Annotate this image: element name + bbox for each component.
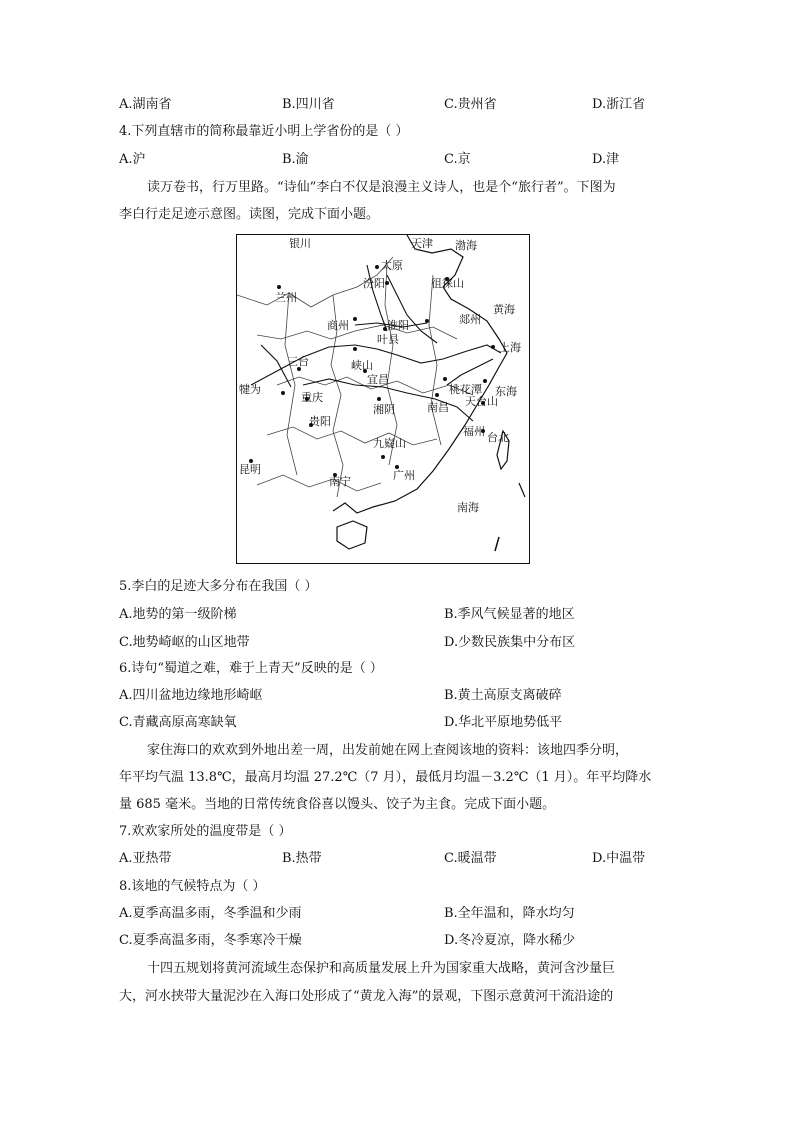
libai-intro-line1: 读万卷书，行万里路。“诗仙”李白不仅是浪漫主义诗人，也是个“旅行者”。下图为: [147, 180, 616, 195]
q4-stem: 4.下列直辖市的简称最靠近小明上学省份的是（ ）: [119, 124, 409, 139]
map-label: 上海: [499, 341, 521, 354]
map-label: 广州: [393, 469, 415, 482]
q6-option-c: C.青藏高原高寒缺氧: [119, 715, 237, 730]
map-label: 叶县: [377, 333, 399, 346]
map-label: 宜昌: [367, 373, 389, 386]
map-label: 南海: [457, 501, 479, 514]
map-label: 峡山: [351, 359, 373, 372]
q6-stem: 6.诗句“蜀道之难，难于上青天”反映的是（ ）: [119, 661, 383, 676]
q4-option-b: B.渝: [282, 152, 309, 167]
south-sea-mark-3: [495, 537, 499, 551]
q4-option-a: A.沪: [119, 152, 146, 167]
q8-option-a: A.夏季高温多雨，冬季温和少雨: [119, 906, 302, 921]
map-label: 太原: [381, 259, 403, 272]
q6-option-b: B.黄土高原支离破碎: [444, 688, 562, 703]
map-label: 南宁: [329, 475, 351, 488]
q7-option-c: C.暖温带: [444, 851, 497, 866]
q8-option-d: D.冬冷夏凉，降水稀少: [444, 933, 576, 948]
map-label: 昆明: [239, 463, 261, 476]
haikou-intro-line2: 年平均气温 13.8℃，最高月均温 27.2℃（7 月），最低月均温－3.2℃（1 月）。年平均降水: [119, 770, 652, 785]
map-label: 淮阳: [387, 319, 409, 332]
map-label: 商州: [327, 319, 349, 332]
map-label: 南昌: [427, 401, 449, 414]
map-label: 九嶷山: [373, 437, 406, 450]
map-label: 三台: [287, 355, 309, 368]
q7-option-a: A.亚热带: [119, 851, 172, 866]
haikou-intro-line3: 量 685 毫米。当地的日常传统食俗喜以馒头、饺子为主食。完成下面小题。: [119, 797, 556, 812]
map-label: 东海: [495, 385, 517, 398]
q5-option-a: A.地势的第一级阶梯: [119, 607, 237, 622]
q4-option-d: D.津: [592, 152, 620, 167]
map-label: 贵阳: [309, 415, 331, 428]
q5-option-d: D.少数民族集中分布区: [444, 635, 576, 650]
q5-option-c: C.地势崎岖的山区地带: [119, 635, 250, 650]
hainan-island: [337, 521, 367, 549]
q7-option-d: D.中温带: [592, 851, 646, 866]
yellow-river-intro-line1: 十四五规划将黄河流域生态保护和高质量发展上升为国家重大战略，黄河含沙量巨: [147, 961, 616, 976]
q5-stem: 5.李白的足迹大多分布在我国（ ）: [119, 579, 318, 594]
south-sea-mark-2: [519, 483, 525, 497]
haikou-intro-line1: 家住海口的欢欢到外地出差一周，出发前她在网上查阅该地的资料：该地四季分明，: [147, 743, 629, 758]
map-label: 天台山: [465, 395, 498, 408]
q3-option-a: A.湖南省: [119, 97, 172, 112]
map-label: 汾阳: [363, 277, 385, 290]
map-label: 重庆: [301, 391, 323, 404]
q4-option-c: C.京: [444, 152, 471, 167]
q6-option-d: D.华北平原地势低平: [444, 715, 563, 730]
q6-option-a: A.四川盆地边缘地形崎岖: [119, 688, 263, 703]
q8-option-b: B.全年温和，降水均匀: [444, 906, 575, 921]
map-label: 桃花潭: [449, 383, 482, 396]
yellow-river-intro-line2: 大，河水挟带大量泥沙在入海口处形成了“黄龙入海”的景观，下图示意黄河干流沿途的: [119, 989, 614, 1004]
map-label: 犍为: [239, 383, 261, 396]
map-label: 兰州: [275, 291, 297, 304]
map-label: 福州: [463, 425, 485, 438]
map-label: 银川: [289, 237, 311, 250]
map-svg: [237, 235, 528, 562]
coastline: [333, 235, 507, 513]
q3-option-b: B.四川省: [282, 97, 335, 112]
libai-intro-line2: 李白行走足迹示意图。读图，完成下面小题。: [119, 207, 380, 222]
map-label: 黄海: [493, 303, 515, 316]
libai-travel-map: [236, 234, 530, 564]
q5-option-b: B.季风气候显著的地区: [444, 607, 575, 622]
q8-stem: 8.该地的气候特点为（ ）: [119, 879, 266, 894]
map-label: 郯州: [459, 313, 481, 326]
q8-option-c: C.夏季高温多雨，冬季寒冷干燥: [119, 933, 302, 948]
q7-stem: 7.欢欢家所处的温度带是（ ）: [119, 824, 292, 839]
map-label: 台北: [487, 431, 509, 444]
map-label: 天津: [411, 237, 433, 250]
q7-option-b: B.热带: [282, 851, 322, 866]
map-label: 渤海: [455, 239, 477, 252]
province-boundaries: [237, 257, 473, 497]
q3-option-d: D.浙江省: [592, 97, 646, 112]
map-label: 徂徕山: [431, 277, 464, 290]
q3-option-c: C.贵州省: [444, 97, 497, 112]
map-label: 湘阴: [373, 403, 395, 416]
